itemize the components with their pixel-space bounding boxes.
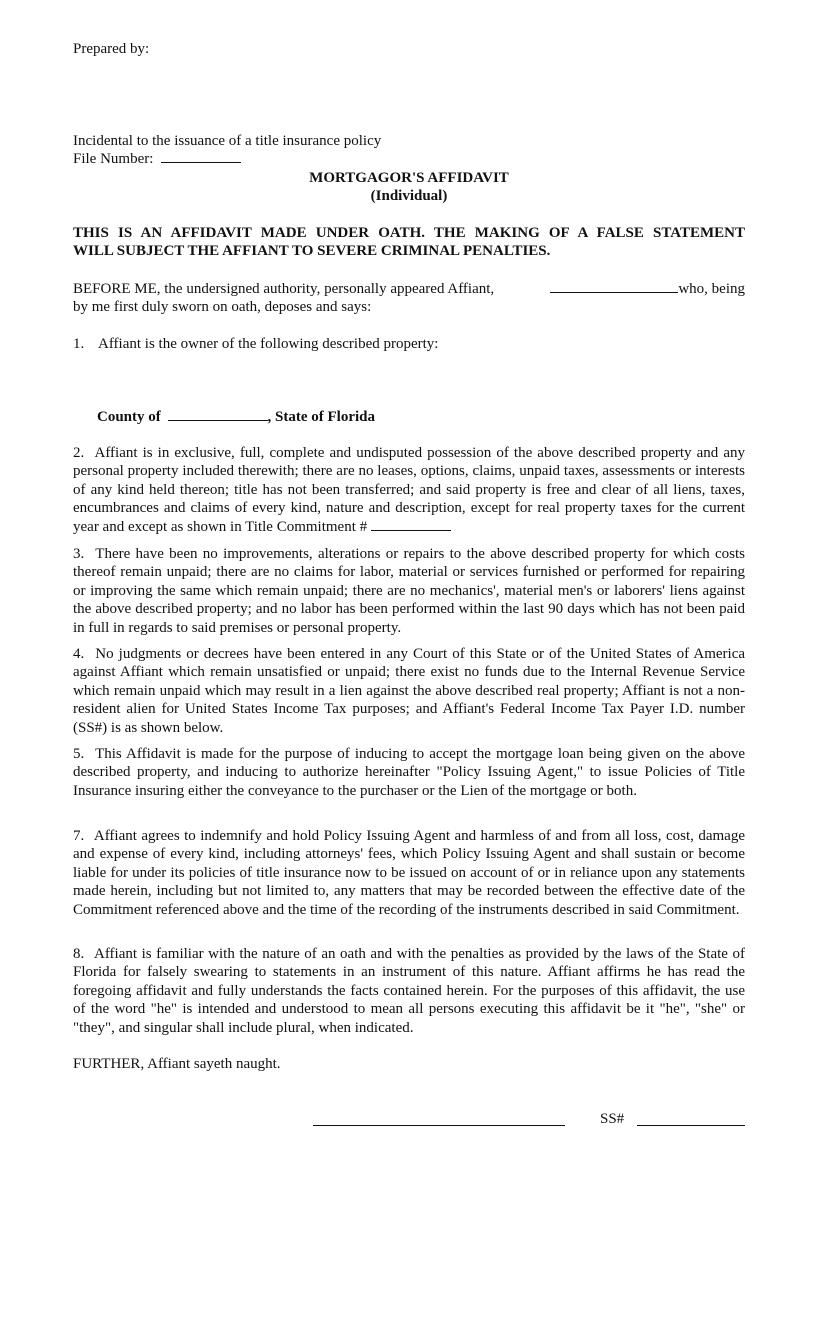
ss-number-field[interactable]: [637, 1125, 745, 1126]
item-2-text: Affiant is in exclusive, full, complete and undisputed possession of the above described property and any personal property included therewith; there are no leases, options, claims, unpaid taxes, assessments or interests of any kind held thereon; title has not been transferred; and said property is free and clear of all liens, taxes, encumbrances and claims of every kind, nature and description, except for real property taxes for the current year and except as shown in Title Commitment #: [73, 445, 745, 535]
ss-label: SS#: [600, 1111, 625, 1127]
item-7-text: Affiant agrees to indemnify and hold Policy Issuing Agent and harmless of and from all loss, cost, damage and expense of every kind, including attorneys' fees, which Policy Issuing Agent and shall sustain or become liable for under its policies of title insurance now to be issued on account of or in reliance upon any statements made herein, including but not limited to, any matters that may be recorded between the effective date of the Commitment referenced above and the time of the recording of the instruments described in said Commitment.: [73, 828, 745, 918]
item-8-text: Affiant is familiar with the nature of an oath and with the penalties as provided by the laws of the State of Florida for falsely swearing to statements in an instrument of this nature. Affiant affirms he has read the foregoing affidavit and fully understands the facts contained herein. For the purposes of this affidavit, the use of the word "he" is intended and understood to mean all persons executing this affidavit be it "he", "she" or "they", and singular shall include plural, when indicated.: [73, 946, 745, 1036]
prepared-by-label: Prepared by:: [73, 41, 150, 57]
intro-before: BEFORE ME, the undersigned authority, personally appeared Affiant,: [73, 281, 495, 297]
file-number-row: [73, 150, 241, 168]
item-3-text: There have been no improvements, alterations or repairs to the above described property for which costs thereof remain unpaid; there are no claims for labor, material or services furnished or performed for repairing or improving the same which remain unpaid; there are no mechanics', material men's or laborers' liens against the above described property; and no labor has been performed within the last 90 days which has not been paid in full in regards to said premises or personal property.: [73, 546, 745, 636]
warning-line-2: WILL SUBJECT THE AFFIANT TO SEVERE CRIMINAL PENALTIES.: [73, 243, 551, 259]
title-commitment-field[interactable]: [371, 518, 451, 531]
county-prefix: County of: [97, 409, 161, 425]
affiant-name-field[interactable]: [550, 280, 678, 293]
item-5-number: 5.: [73, 746, 85, 762]
document-title: MORTGAGOR'S AFFIDAVIT: [309, 170, 509, 186]
incidental-text: Incidental to the issuance of a title insurance policy: [73, 133, 382, 149]
intro-line-2: by me first duly sworn on oath, deposes and says:: [73, 299, 372, 315]
affiant-signature-line[interactable]: [313, 1125, 565, 1126]
file-number-label: File Number:: [73, 151, 154, 167]
item-3-number: 3.: [73, 546, 85, 562]
item-2: [73, 444, 745, 536]
closing-statement: FURTHER, Affiant sayeth naught.: [73, 1056, 281, 1072]
item-3: [73, 545, 745, 637]
item-1-number: 1.: [73, 336, 85, 352]
county-row: [97, 408, 375, 426]
item-8: [73, 945, 745, 1037]
county-field[interactable]: [168, 408, 268, 421]
item-1: [73, 335, 438, 353]
item-4: [73, 645, 745, 737]
item-5-text: This Affidavit is made for the purpose of inducing to accept the mortgage loan being given on the above described property, and inducing to authorize hereinafter "Policy Issuing Agent," to issue Policies of Title Insurance insuring either the conveyance to the purchaser or the Lien of the mortgage or both.: [73, 746, 745, 799]
item-4-text: No judgments or decrees have been entered in any Court of this State or of the United States of America against Affiant which remain unsatisfied or unpaid; there exist no funds due to the Internal Revenue Service which remain unpaid which may result in a lien against the above described real property; Affiant is not a non-resident alien for United States Income Tax purposes; and Affiant's Federal Income Tax Payer I.D. number (SS#) is as shown below.: [73, 646, 746, 736]
file-number-field[interactable]: [161, 150, 241, 163]
intro-line-1: [73, 280, 745, 298]
county-suffix: , State of Florida: [267, 409, 375, 425]
item-4-number: 4.: [73, 646, 85, 662]
item-7-number: 7.: [73, 828, 85, 844]
document-subtitle: (Individual): [370, 188, 448, 204]
item-5: [73, 745, 745, 800]
intro-after: who, being: [678, 281, 745, 297]
item-7: [73, 827, 745, 919]
item-8-number: 8.: [73, 946, 85, 962]
item-2-number: 2.: [73, 445, 85, 461]
item-1-text: Affiant is the owner of the following described property:: [98, 336, 439, 352]
warning-line-1: THIS IS AN AFFIDAVIT MADE UNDER OATH. THE MAKING OF A FALSE STATEMENT: [73, 225, 745, 241]
